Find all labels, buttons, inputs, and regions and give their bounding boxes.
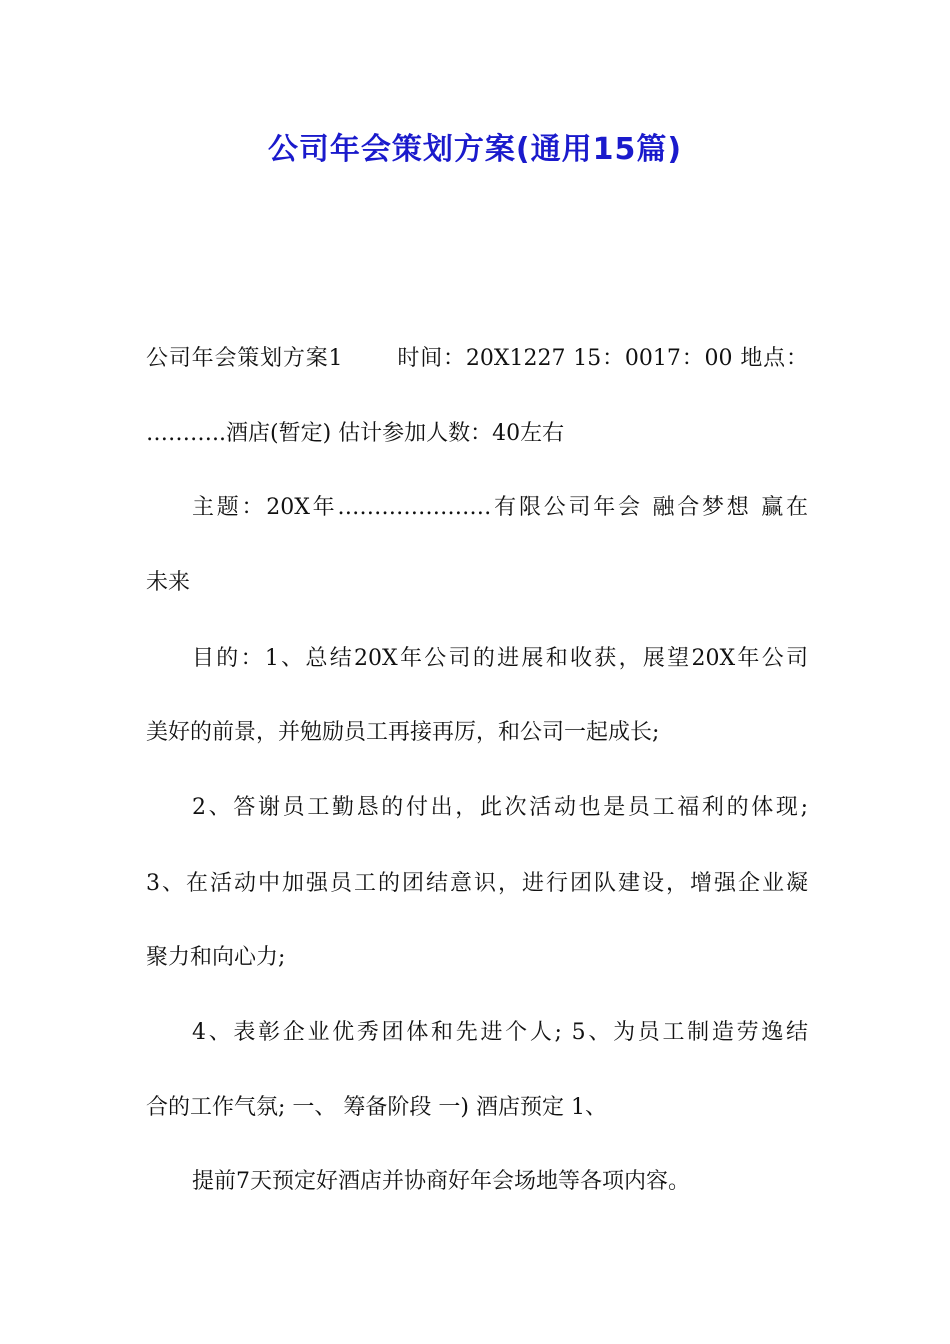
paragraph-line-2: ………..酒店(暂定) 估计参加人数：40左右 bbox=[146, 421, 565, 446]
line-1-part-a: 公司年会策划方案1 bbox=[146, 346, 343, 371]
paragraph-line-10: 4、表彰企业优秀团体和先进个人; 5、为员工制造劳逸结 bbox=[192, 1020, 808, 1045]
paragraph-line-4: 未来 bbox=[146, 570, 191, 595]
paragraph-line-3: 主题：20X年…………………有限公司年会 融合梦想 赢在 bbox=[192, 495, 808, 520]
paragraph-line-6: 美好的前景，并勉励员工再接再厉，和公司一起成长; bbox=[146, 720, 660, 745]
paragraph-line-8: 3、在活动中加强员工的团结意识，进行团队建设，增强企业凝 bbox=[146, 871, 808, 896]
paragraph-line-7: 2、答谢员工勤恳的付出，此次活动也是员工福利的体现; bbox=[192, 795, 808, 820]
paragraph-line-9: 聚力和向心力; bbox=[146, 945, 286, 970]
paragraph-line-11: 合的工作气氛; 一、 筹备阶段 一) 酒店预定 1、 bbox=[146, 1095, 607, 1120]
document-title: 公司年会策划方案(通用15篇) bbox=[267, 132, 683, 167]
paragraph-line-12: 提前7天预定好酒店并协商好年会场地等各项内容。 bbox=[192, 1169, 690, 1194]
paragraph-line-1 bbox=[146, 343, 808, 375]
line-1-part-b: 时间：20X1227 15：0017：00 地点： bbox=[396, 346, 808, 371]
paragraph-line-5: 目的：1、总结20X年公司的进展和收获，展望20X年公司 bbox=[192, 646, 808, 671]
